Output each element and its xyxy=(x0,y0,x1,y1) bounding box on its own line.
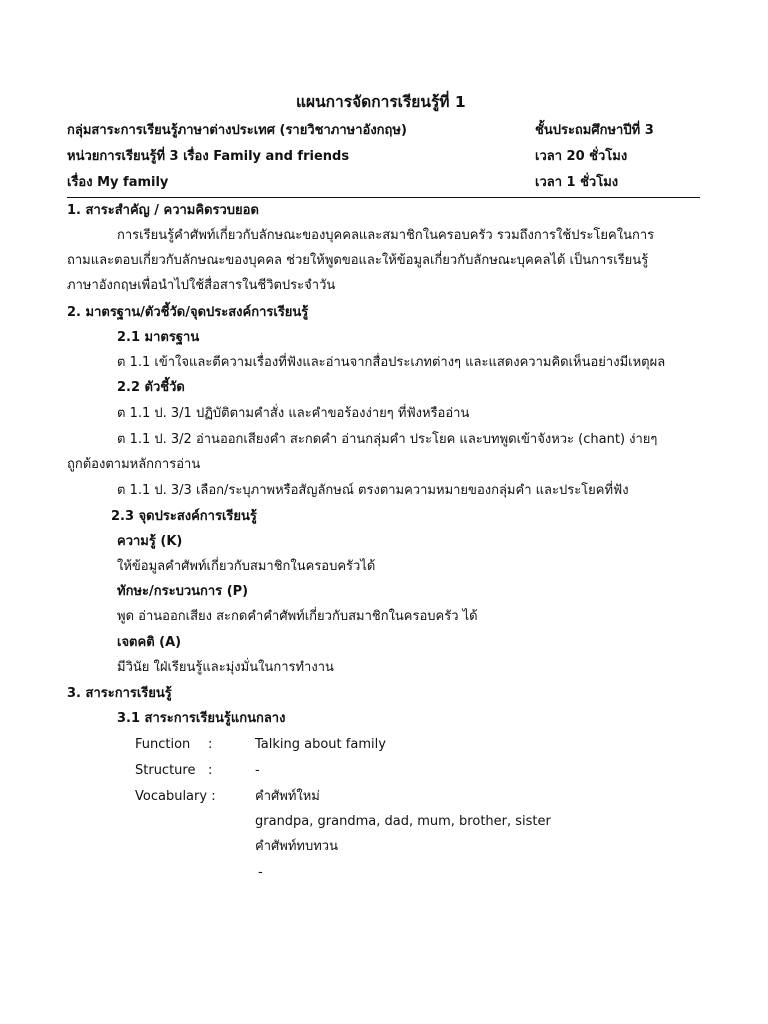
skill-text: พูด อ่านออกเสียง สะกดคำคำศัพท์เกี่ยวกับสมาชิกในครอบครัว ได้ xyxy=(117,609,478,624)
attitude-heading: เจตคติ (A) xyxy=(117,635,182,650)
page-title: แผนการจัดการเรียนรู้ที่ 1 xyxy=(296,93,466,111)
review-vocabulary-heading: คำศัพท์ทบทวน xyxy=(255,839,338,854)
unit-info: หน่วยการเรียนรู้ที่ 3 เรื่อง Family and friends xyxy=(67,149,350,164)
structure-value: - xyxy=(255,763,260,778)
grade-level: ชั้นประถมศึกษาปีที่ 3 xyxy=(535,123,654,138)
section-3-heading: 3. สาระการเรียนรู้ xyxy=(67,686,172,701)
new-vocabulary-list: grandpa, grandma, dad, mum, brother, sister xyxy=(255,814,551,829)
indicator-item: ต 1.1 ป. 3/1 ปฏิบัติตามคำสั่ง และคำขอร้องง่ายๆ ที่ฟังหรืออ่าน xyxy=(117,406,470,421)
function-label: Function xyxy=(135,737,191,752)
indicator-item: ถูกต้องตามหลักการอ่าน xyxy=(67,457,201,472)
unit-time: เวลา 20 ชั่วโมง xyxy=(535,149,628,164)
attitude-text: มีวินัย ใฝ่เรียนรู้และมุ่งมั่นในการทำงาน xyxy=(117,660,334,675)
standard-heading: 2.1 มาตรฐาน xyxy=(117,330,200,345)
review-vocabulary-value: - xyxy=(258,865,263,880)
section-1-text-line: ภาษาอังกฤษเพื่อนำไปใช้สื่อสารในชีวิตประจำวัน xyxy=(67,278,336,293)
new-vocabulary-heading: คำศัพท์ใหม่ xyxy=(255,789,320,804)
structure-label: Structure xyxy=(135,763,196,778)
function-value: Talking about family xyxy=(255,737,386,752)
function-colon: : xyxy=(208,737,213,752)
core-content-heading: 3.1 สาระการเรียนรู้แกนกลาง xyxy=(117,711,286,726)
section-1-text-line: การเรียนรู้คำศัพท์เกี่ยวกับลักษณะของบุคคลและสมาชิกในครอบครัว รวมถึงการใช้ประโยคในการ xyxy=(117,228,655,243)
header-divider xyxy=(67,197,700,198)
section-2-heading: 2. มาตรฐาน/ตัวชี้วัด/จุดประสงค์การเรียนรู้ xyxy=(67,305,309,320)
structure-colon: : xyxy=(208,763,213,778)
objective-heading: 2.3 จุดประสงค์การเรียนรู้ xyxy=(111,509,257,524)
knowledge-heading: ความรู้ (K) xyxy=(117,534,183,549)
indicator-item: ต 1.1 ป. 3/2 อ่านออกเสียงคำ สะกดคำ อ่านกลุ่มคำ ประโยค และบทพูดเข้าจังหวะ (chant) ง่ายๆ xyxy=(117,432,658,447)
topic-time: เวลา 1 ชั่วโมง xyxy=(535,175,619,190)
section-1-text-line: ถามและตอบเกี่ยวกับลักษณะของบุคคล ช่วยให้พูดขอและให้ข้อมูลเกี่ยวกับลักษณะบุคคลได้ เป็นการเรียนรู้ xyxy=(67,253,649,268)
section-1-heading: 1. สาระสำคัญ / ความคิดรวบยอด xyxy=(67,203,259,218)
vocabulary-label: Vocabulary : xyxy=(135,789,216,804)
skill-heading: ทักษะ/กระบวนการ (P) xyxy=(117,584,249,599)
learning-group: กลุ่มสาระการเรียนรู้ภาษาต่างประเทศ (รายวิชาภาษาอังกฤษ) xyxy=(67,123,407,138)
indicator-heading: 2.2 ตัวชี้วัด xyxy=(117,380,185,395)
indicator-item: ต 1.1 ป. 3/3 เลือก/ระบุภาพหรือสัญลักษณ์ ตรงตามความหมายของกลุ่มคำ และประโยคที่ฟัง xyxy=(117,483,629,498)
topic-info: เรื่อง My family xyxy=(67,175,169,190)
knowledge-text: ให้ข้อมูลคำศัพท์เกี่ยวกับสมาชิกในครอบครัวได้ xyxy=(117,559,376,574)
standard-text: ต 1.1 เข้าใจและตีความเรื่องที่ฟังและอ่านจากสื่อประเภทต่างๆ และแสดงความคิดเห็นอย่างมีเหตุผล xyxy=(117,355,666,370)
